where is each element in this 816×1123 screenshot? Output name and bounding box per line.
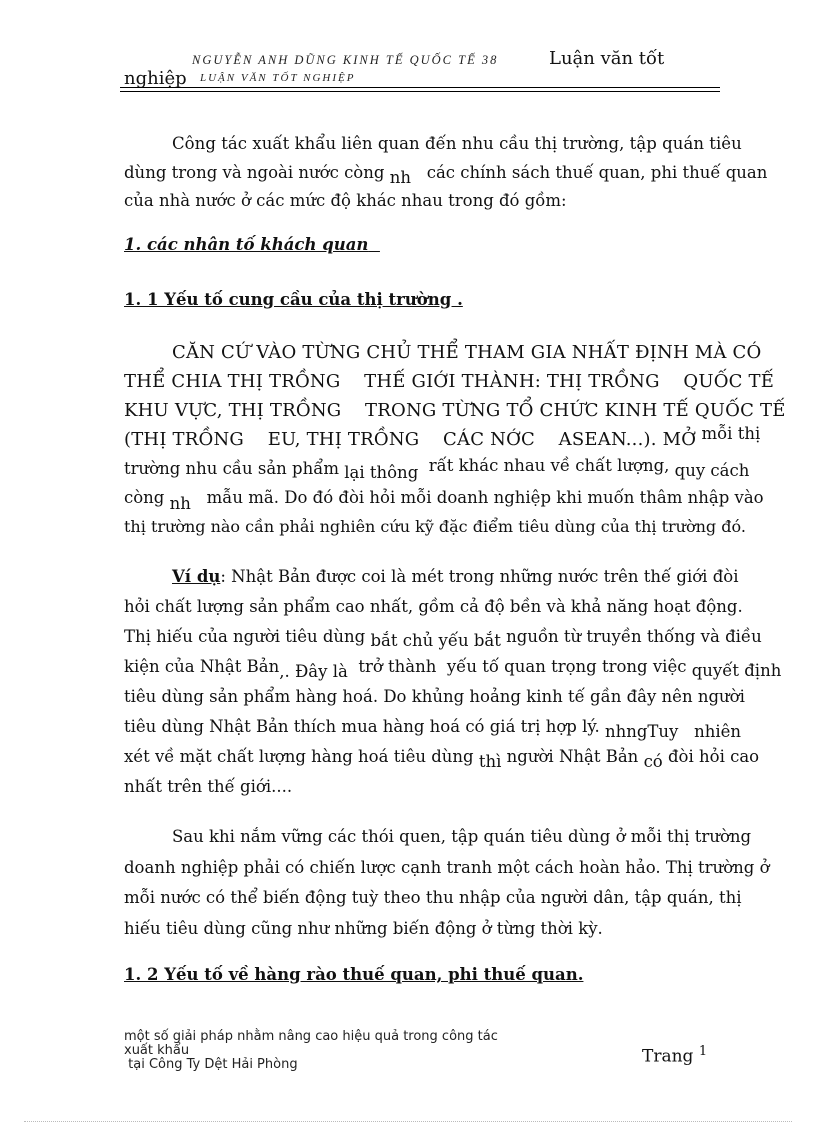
text-line: [124, 622, 762, 652]
text-line: Sau khi nắm vững các thói quen, tập quán tiêu dùng ở mỗi thị trường: [172, 827, 752, 846]
text-run: trở thành: [358, 657, 437, 676]
text-line: mỗi nước có thể biến động tuỳ theo thu nhập của người dân, tập quán, thị: [124, 888, 742, 907]
text-line: [124, 652, 782, 682]
paragraph: [124, 822, 770, 944]
text-line: THỂ CHIA THỊ TRỒNG THẾ GIỚI THÀNH: THỊ TRỒNG QUỐC TẾ: [124, 371, 775, 392]
page-edge-divider: [24, 1121, 792, 1122]
text-run: dùng trong và ngoài nước còng: [124, 162, 385, 182]
subsection-heading: 1. 2 Yếu tố về hàng rào thuế quan, phi thuế quan.: [124, 965, 584, 984]
text-run: mỗi thị: [701, 424, 761, 443]
text-line: [124, 562, 739, 592]
text-line: hỏi chất lượng sản phẩm cao nhất, gồm cả độ bền và khả năng hoạt động.: [124, 597, 743, 616]
text-line: [124, 454, 750, 483]
text-run: : Nhật Bản được coi là mét trong những nước trên thế giới đòi: [220, 567, 739, 586]
text-run: mẫu mã. Do đó đòi hỏi mỗi doanh nghiệp khi muốn thâm nhập vào: [206, 488, 764, 507]
header-rule: [120, 91, 720, 92]
footer-line: tại Công Ty Dệt Hải Phòng: [124, 1057, 298, 1072]
caps-paragraph: [124, 338, 786, 541]
header-subtitle-line: LUẬN VĂN TỐT NGHIỆP: [200, 72, 356, 84]
page-number: Trang $^1$: [642, 1044, 708, 1067]
text-line: [124, 712, 742, 742]
text-run: đòi hỏi cao: [668, 747, 760, 766]
text-run: thì: [478, 752, 502, 771]
text-run: còng: [124, 488, 165, 507]
text-run: nh: [389, 167, 411, 187]
text-line: CĂN CỨ VÀO TỪNG CHỦ THỂ THAM GIA NHẤT ĐỊNH MÀ CÓ: [172, 342, 762, 363]
example-paragraph: [124, 562, 782, 802]
intro-paragraph: [124, 130, 768, 216]
text-run: nh: [169, 494, 191, 513]
text-line: [124, 424, 761, 454]
example-label: Ví dụ: [172, 567, 221, 586]
footer-line: một số giải pháp nhằm nâng cao hiệu quả trong công tác: [124, 1029, 498, 1044]
text-line: KHU VỰC, THỊ TRỒNG TRONG TỪNG TỔ CHỨC KINH TẾ QUỐC TẾ: [124, 400, 786, 421]
text-run: quy cách: [674, 461, 750, 480]
text-run: người Nhật Bản: [506, 747, 639, 766]
text-run: tiêu dùng Nhật Bản thích mua hàng hoá có giá trị hợp lý.: [124, 717, 600, 736]
footer-line: xuất khẩu: [124, 1043, 190, 1058]
text-run: lại thông: [344, 463, 419, 482]
text-run: Thị hiếu của người tiêu dùng: [124, 627, 366, 646]
text-line: [124, 159, 768, 188]
text-run: ,. Đây là: [279, 662, 348, 681]
footer-title: [124, 1030, 498, 1072]
header-author-line: NGUYỄN ANH DŨNG KINH TẾ QUỐC TẾ 38: [192, 53, 499, 67]
text-line: nhất trên thế giới....: [124, 777, 293, 796]
text-run: có: [643, 752, 663, 771]
subsection-heading: 1. 1 Yếu tố cung cầu của thị trường .: [124, 290, 463, 309]
text-run: yếu tố quan trọng trong việc: [446, 657, 687, 676]
header-title-part2: nghiệp: [124, 68, 187, 89]
header-rule: [120, 87, 720, 88]
text-run: các chính sách thuế quan, phi thuế quan: [426, 162, 768, 182]
text-line: [124, 483, 764, 513]
header-title-part1: Luận văn tốt: [549, 48, 665, 69]
text-line: thị trường nào cần phải nghiên cứu kỹ đặc điểm tiêu dùng của thị trường đó.: [124, 517, 746, 536]
text-run: bắt chủ yếu bắt: [370, 631, 501, 650]
text-run: xét về mặt chất lượng hàng hoá tiêu dùng: [124, 747, 474, 766]
text-run: kiện của Nhật Bản: [124, 657, 280, 676]
section-heading: 1. các nhân tố khách quan: [124, 235, 369, 254]
text-line: tiêu dùng sản phẩm hàng hoá. Do khủng hoảng kinh tế gần đây nên người: [124, 687, 745, 706]
text-run: (THỊ TRỒNG EU, THỊ TRỒNG CÁC NỚC ASEAN...). MỞ: [124, 429, 697, 450]
text-run: rất khác nhau về chất lượng,: [428, 456, 670, 475]
text-line: hiếu tiêu dùng cũng như những biến động ở từng thời kỳ.: [124, 918, 603, 938]
text-run: nhiên: [694, 722, 742, 741]
text-line: doanh nghiệp phải có chiến lược cạnh tranh một cách hoàn hảo. Thị trường ở: [124, 857, 770, 877]
text-run: trường nhu cầu sản phẩm: [124, 459, 339, 478]
text-run: quyết định: [691, 661, 782, 680]
text-run: nguồn từ truyền thống và điều: [506, 627, 762, 646]
text-line: [124, 742, 760, 772]
text-line: của nhà nước ở các mức độ khác nhau trong đó gồm:: [124, 191, 567, 210]
text-line: Công tác xuất khẩu liên quan đến nhu cầu thị trường, tập quán tiêu: [172, 134, 742, 153]
text-run: nhngTuy: [604, 722, 679, 741]
